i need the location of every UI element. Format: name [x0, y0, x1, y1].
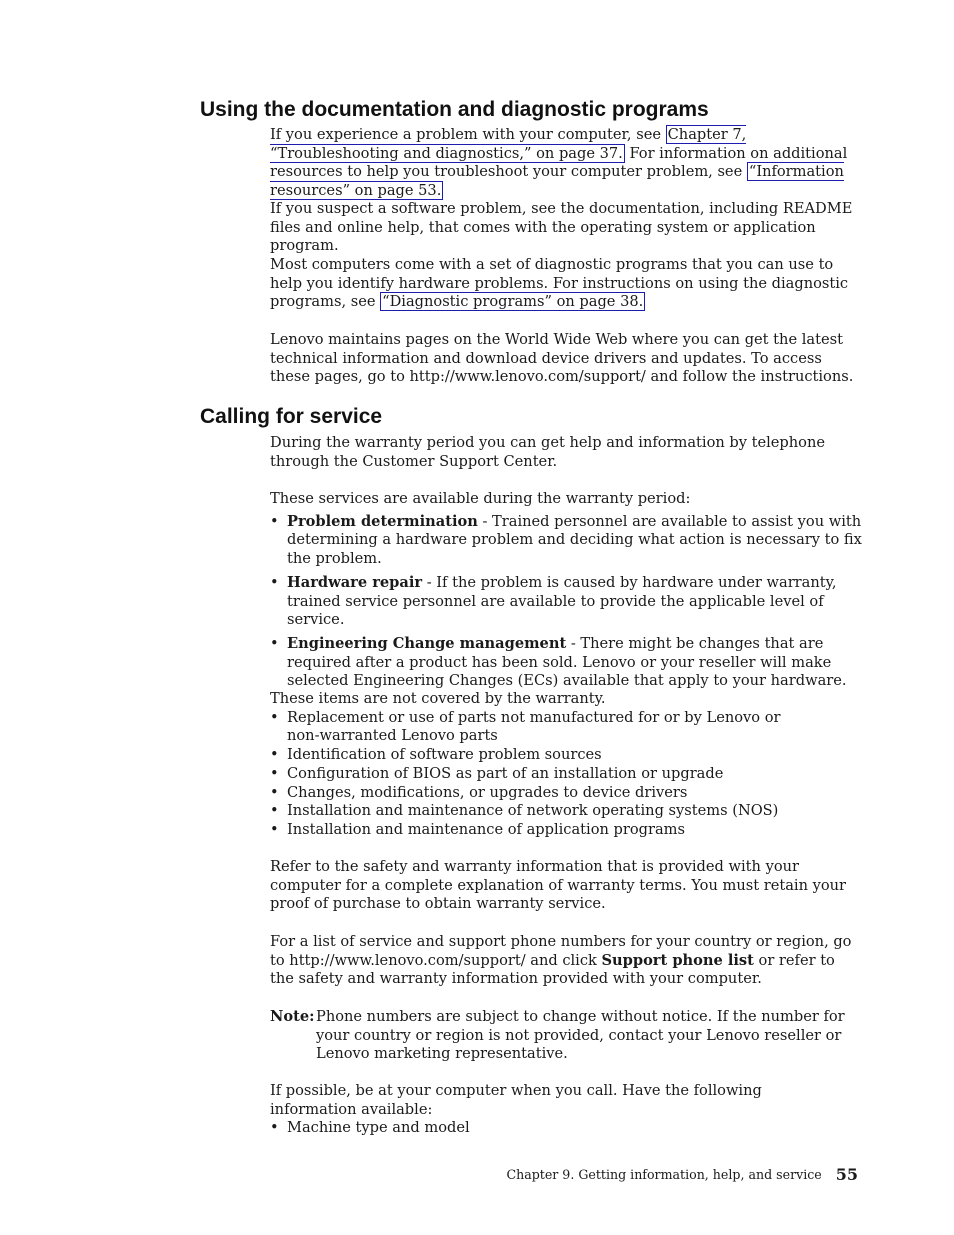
service-paragraph-phone-list: For a list of service and support phone numbers for your country or region, go to http://www.lenovo.com/support/ and click Support phone list or refer to the safety and warranty information provided with your computer. — [270, 933, 852, 988]
service-paragraph-1: During the warranty period you can get help and information by telephone through the Customer Support Center. — [270, 434, 825, 470]
list-item: • Hardware repair - If the problem is caused by hardware under warranty, trained service personnel are available to provide the applicable level of service. — [270, 574, 862, 630]
doc-paragraph-1: If you experience a problem with your computer, see Chapter 7, “Troubleshooting and diagnostics,” on page 37. For information on additional resources to help you troubleshoot your computer problem, see “Information resources” on page 53. — [270, 126, 848, 200]
info-list — [270, 1119, 862, 1138]
services-list — [270, 513, 862, 691]
link-information-resources[interactable]: “Information resources” on page 53. — [270, 163, 844, 200]
list-item: • Configuration of BIOS as part of an installation or upgrade — [270, 765, 862, 784]
doc-paragraph-3: Most computers come with a set of diagnostic programs that you can use to help you identify hardware problems. For instructions on using the diagnostic programs, see “Diagnostic programs” on page 38. — [270, 256, 849, 311]
not-covered-block: These items are not covered by the warranty. • Replacement or use of parts not manufactured for or by Lenovo or non-warranted Lenovo parts • Identification of software problem sources • Configuration of BIOS as part of an installation or upgrade • Changes, modifications, or upgrades to device drivers • Installation and maintenance of network operating systems (NOS) • Installation and maintenance of application programs — [270, 690, 862, 840]
list-item: • Engineering Change management - There might be changes that are required after a product has been sold. Lenovo or your reseller will make selected Engineering Changes (ECs) available that apply to your hardware. — [270, 635, 862, 691]
list-item: • Changes, modifications, or upgrades to device drivers — [270, 784, 862, 803]
section-heading-calling-for-service: Calling for service — [200, 405, 383, 428]
doc-paragraph-2: If you suspect a software problem, see the documentation, including README files and online help, that comes with the operating system or application program. — [270, 200, 853, 255]
doc-paragraph-4: Lenovo maintains pages on the World Wide Web where you can get the latest technical information and download device drivers and updates. To access these pages, go to http://www.lenovo.com/support/ and follow the instructions. — [270, 331, 854, 386]
section-heading-documentation: Using the documentation and diagnostic programs — [200, 98, 709, 121]
service-paragraph-call: If possible, be at your computer when you call. Have the following information available: • Machine type and model — [270, 1082, 862, 1138]
page-number: 55 — [835, 1165, 858, 1184]
list-item: • Machine type and model — [270, 1119, 862, 1138]
list-item: • Replacement or use of parts not manufactured for or by Lenovo or non-warranted Lenovo parts — [270, 709, 862, 746]
not-covered-list — [270, 709, 862, 840]
service-paragraph-warranty: Refer to the safety and warranty information that is provided with your computer for a complete explanation of warranty terms. You must retain your proof of purchase to obtain warranty service. — [270, 858, 847, 913]
note-text: Phone numbers are subject to change without notice. If the number for your country or region is not provided, contact your Lenovo reseller or Lenovo marketing representative. — [316, 1008, 845, 1063]
footer-chapter-title: Chapter 9. Getting information, help, and service — [506, 1167, 822, 1182]
link-troubleshooting-chapter[interactable]: Chapter 7, “Troubleshooting and diagnostics,” on page 37. — [270, 126, 747, 162]
list-item: • Identification of software problem sources — [270, 746, 862, 765]
list-item: • Problem determination - Trained personnel are available to assist you with determining a hardware problem and deciding what action is necessary to fix the problem. — [270, 513, 862, 569]
note-block — [270, 1008, 862, 1064]
page-footer — [506, 1164, 858, 1184]
note-label: Note: — [270, 1008, 315, 1025]
services-block: These services are available during the warranty period: • Problem determination - Trained personnel are available to assist you with determining a hardware problem and deciding what action is necessary to fix the problem. • Hardware repair - If the problem is caused by hardware under warranty, trained service personnel are available to provide the applicable level of service. • Engineering Change management - There might be changes that are required after a product has been sold. Lenovo or your reseller will make selected Engineering Changes (ECs) available that apply to your hardware. — [270, 490, 862, 696]
list-item: • Installation and maintenance of application programs — [270, 821, 862, 840]
list-item: • Installation and maintenance of network operating systems (NOS) — [270, 802, 862, 821]
link-diagnostic-programs[interactable]: “Diagnostic programs” on page 38. — [382, 293, 644, 311]
